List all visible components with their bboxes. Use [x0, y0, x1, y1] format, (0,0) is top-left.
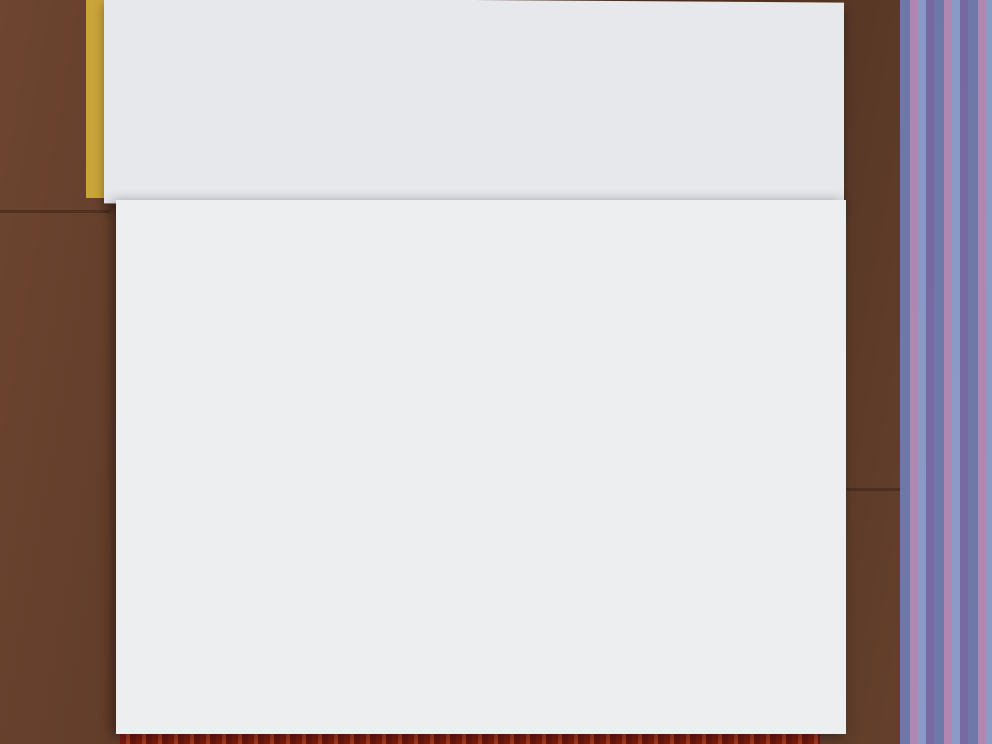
fabric-cloth: [900, 0, 992, 744]
table-seam: [846, 488, 906, 491]
table-seam: [0, 210, 110, 213]
upper-page-text: [120, 0, 680, 206]
toc-page: [116, 200, 846, 734]
